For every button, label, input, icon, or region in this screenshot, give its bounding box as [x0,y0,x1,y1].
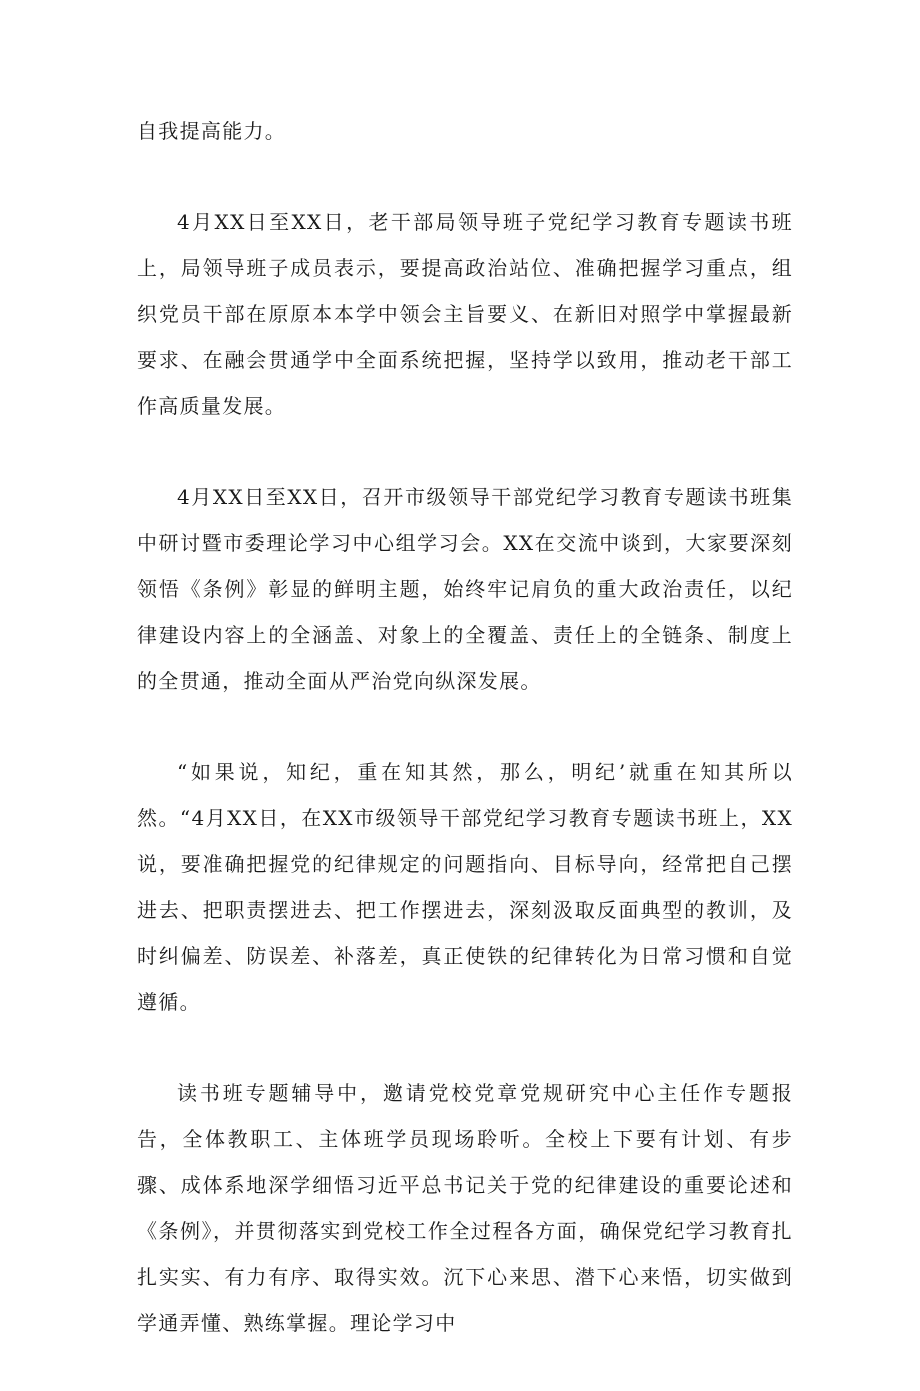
paragraph-municipal-leaders-seminar: 4月XX日至XX日，召开市级领导干部党纪学习教育专题读书班集中研讨暨市委理论学习中心组学习会。XX在交流中谈到，大家要深刻领悟《条例》彰显的鲜明主题，始终牢记肩负的重大政治责任，以纪律建设内容上的全涵盖、对象上的全覆盖、责任上的全链条、制度上的全贯通，推动全面从严治党向纵深发展。 [137,485,793,693]
document-body [137,108,793,1391]
paragraph-veteran-cadres-bureau: 4月XX日至XX日，老干部局领导班子党纪学习教育专题读书班上，局领导班子成员表示，要提高政治站位、准确把握学习重点，组织党员干部在原原本本学中领会主旨要义、在新旧对照学中掌握最新要求、在融会贯通学中全面系统把握，坚持学以致用，推动老干部工作高质量发展。 [137,210,793,418]
paragraph-reading-class-lecture: 读书班专题辅导中，邀请党校党章党规研究中心主任作专题报告，全体教职工、主体班学员现场聆听。全校上下要有计划、有步骤、成体系地深学细悟习近平总书记关于党的纪律建设的重要论述和《条例》，并贯彻落实到党校工作全过程各方面，确保党纪学习教育扎扎实实、有力有序、取得实效。沉下心来思、潜下心来悟，切实做到学通弄懂、熟练掌握。理论学习中 [137,1081,793,1335]
paragraph-knowing-discipline: “如果说，知纪，重在知其然，那么，明纪’就重在知其所以然。“4月XX日，在XX市级领导干部党纪学习教育专题读书班上，XX说，要准确把握党的纪律规定的问题指向、目标导向，经常把自己摆进去、把职责摆进去、把工作摆进去，深刻汲取反面典型的教训，及时纠偏差、防误差、补落差，真正使铁的纪律转化为日常习惯和自觉遵循。 [137,760,793,1014]
paragraph-continuation: 自我提高能力。 [137,119,287,143]
